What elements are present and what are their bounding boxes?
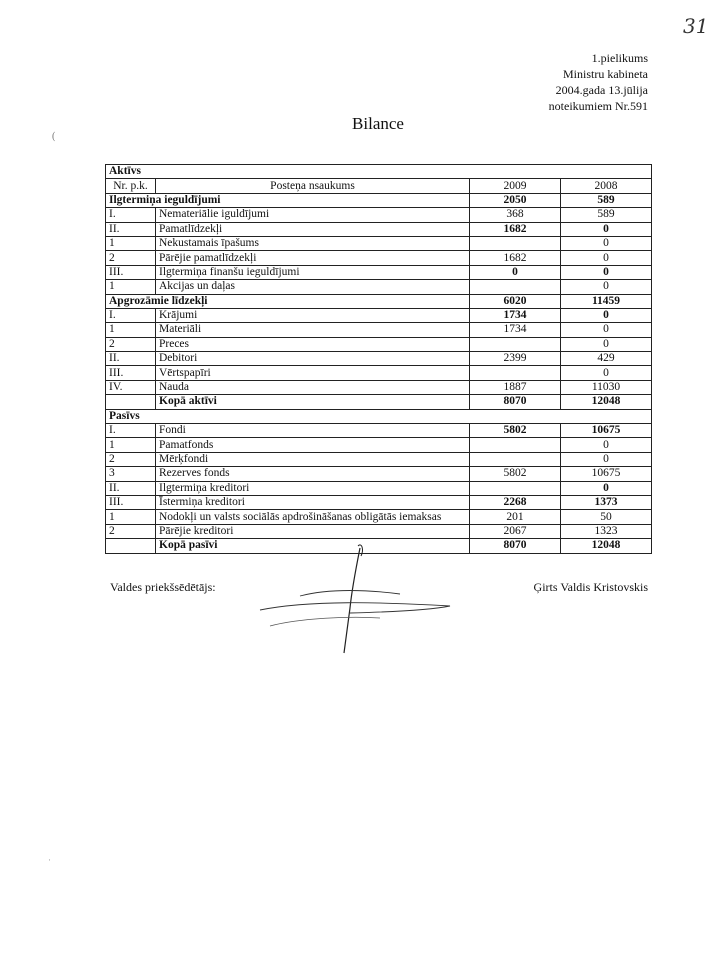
item-name: Fondi: [156, 424, 470, 438]
row-number: [106, 395, 156, 409]
item-name: Preces: [156, 337, 470, 351]
row-number: 1: [106, 510, 156, 524]
item-name: Nekustamais īpašums: [156, 236, 470, 250]
row-number: [106, 539, 156, 553]
value-2008: 11030: [561, 380, 652, 394]
value-2008: 0: [561, 251, 652, 265]
col-header-name: Posteņa nsaukums: [156, 179, 470, 193]
signer-name: Ģirts Valdis Kristovskis: [533, 580, 648, 594]
annex-line-3: 2004.gada 13.jūlija: [555, 83, 648, 97]
value-2009: 2067: [470, 524, 561, 538]
item-name: Nauda: [156, 380, 470, 394]
value-2009: [470, 337, 561, 351]
row-number: 2: [106, 337, 156, 351]
col-header-2009: 2009: [470, 179, 561, 193]
row-number: 2: [106, 524, 156, 538]
value-2009: 1682: [470, 222, 561, 236]
value-2008: 0: [561, 438, 652, 452]
aktivs-row: [106, 222, 652, 236]
value-2009: [470, 280, 561, 294]
item-name: Debitori: [156, 352, 470, 366]
pasivs-row: [106, 524, 652, 538]
value-2008: 1373: [561, 495, 652, 509]
item-name: Rezerves fonds: [156, 467, 470, 481]
value-2009: 5802: [470, 424, 561, 438]
aktivs-label: Aktīvs: [106, 165, 652, 179]
margin-mark: (: [52, 131, 56, 142]
group-label: Apgrozāmie līdzekļi: [106, 294, 470, 308]
value-2008: 12048: [561, 539, 652, 553]
item-name: Materiāli: [156, 323, 470, 337]
row-number: 3: [106, 467, 156, 481]
value-2008: 10675: [561, 424, 652, 438]
aktivs-section-header: [106, 165, 652, 179]
item-name: Pārējie kreditori: [156, 524, 470, 538]
row-number: III.: [106, 265, 156, 279]
item-name: Krājumi: [156, 308, 470, 322]
handwritten-signature: [240, 538, 460, 658]
value-2009: [470, 366, 561, 380]
value-2009: [470, 452, 561, 466]
row-number: III.: [106, 366, 156, 380]
aktivs-row: [106, 323, 652, 337]
value-2009: 8070: [470, 395, 561, 409]
balance-sheet-table: [105, 164, 652, 554]
document-title: Bilance: [352, 114, 404, 133]
row-number: IV.: [106, 380, 156, 394]
pasivs-row: [106, 481, 652, 495]
page-number-handwritten: 31: [683, 14, 709, 38]
item-name: Nodokļi un valsts sociālās apdrošināšanas obligātās iemaksas: [156, 510, 470, 524]
row-number: I.: [106, 308, 156, 322]
signature-label: Valdes priekšsēdētājs:: [110, 580, 216, 594]
item-name: Īstermiņa kreditori: [156, 495, 470, 509]
aktivs-row: [106, 395, 652, 409]
value-2008: 1323: [561, 524, 652, 538]
value-2008: 0: [561, 222, 652, 236]
pasivs-section-header: [106, 409, 652, 423]
value-2009: 2399: [470, 352, 561, 366]
aktivs-row: [106, 337, 652, 351]
aktivs-row: [106, 265, 652, 279]
value-2008: 0: [561, 366, 652, 380]
group-label: Ilgtermiņa ieguldījumi: [106, 193, 470, 207]
item-name: Ilgtermiņa kreditori: [156, 481, 470, 495]
value-2009: 6020: [470, 294, 561, 308]
row-number: III.: [106, 495, 156, 509]
aktivs-row: [106, 236, 652, 250]
aktivs-row: [106, 251, 652, 265]
pasivs-row: [106, 467, 652, 481]
value-2009: 1734: [470, 323, 561, 337]
value-2008: 12048: [561, 395, 652, 409]
col-header-2008: 2008: [561, 179, 652, 193]
item-name: Mērķfondi: [156, 452, 470, 466]
aktivs-row: [106, 280, 652, 294]
value-2009: [470, 481, 561, 495]
value-2008: 10675: [561, 467, 652, 481]
item-name: Nemateriālie iguldījumi: [156, 208, 470, 222]
value-2009: 1734: [470, 308, 561, 322]
value-2008: 0: [561, 481, 652, 495]
row-number: 1: [106, 236, 156, 250]
item-name: Kopā aktīvi: [156, 395, 470, 409]
value-2009: 2050: [470, 193, 561, 207]
row-number: I.: [106, 208, 156, 222]
row-number: 1: [106, 280, 156, 294]
col-header-nr: Nr. p.k.: [106, 179, 156, 193]
annex-line-1: 1.pielikums: [591, 51, 648, 65]
value-2009: 201: [470, 510, 561, 524]
row-number: 1: [106, 323, 156, 337]
item-name: Pamatlīdzekļi: [156, 222, 470, 236]
aktivs-row: [106, 193, 652, 207]
item-name: Akcijas un daļas: [156, 280, 470, 294]
pasivs-row: [106, 452, 652, 466]
value-2008: 11459: [561, 294, 652, 308]
value-2009: 0: [470, 265, 561, 279]
value-2008: 0: [561, 308, 652, 322]
value-2009: 8070: [470, 539, 561, 553]
pasivs-label: Pasīvs: [106, 409, 652, 423]
item-name: Pamatfonds: [156, 438, 470, 452]
value-2008: 0: [561, 280, 652, 294]
row-number: 2: [106, 452, 156, 466]
value-2009: 2268: [470, 495, 561, 509]
aktivs-row: [106, 380, 652, 394]
value-2008: 589: [561, 193, 652, 207]
row-number: I.: [106, 424, 156, 438]
pasivs-row: [106, 495, 652, 509]
value-2008: 0: [561, 265, 652, 279]
value-2008: 0: [561, 236, 652, 250]
annex-line-2: Ministru kabineta: [563, 67, 648, 81]
annex-line-4: noteikumiem Nr.591: [548, 99, 648, 113]
value-2009: 5802: [470, 467, 561, 481]
row-number: II.: [106, 481, 156, 495]
value-2008: 429: [561, 352, 652, 366]
pasivs-row: [106, 438, 652, 452]
row-number: II.: [106, 222, 156, 236]
value-2009: 1887: [470, 380, 561, 394]
aktivs-row: [106, 352, 652, 366]
value-2008: 50: [561, 510, 652, 524]
aktivs-row: [106, 208, 652, 222]
item-name: Kopā pasīvi: [156, 539, 470, 553]
value-2008: 0: [561, 323, 652, 337]
value-2009: [470, 236, 561, 250]
margin-dot: ·: [48, 855, 51, 865]
row-number: 2: [106, 251, 156, 265]
row-number: 1: [106, 438, 156, 452]
column-header-row: [106, 179, 652, 193]
value-2009: 368: [470, 208, 561, 222]
value-2008: 0: [561, 452, 652, 466]
aktivs-row: [106, 308, 652, 322]
value-2008: 0: [561, 337, 652, 351]
item-name: Ilgtermiņa finanšu ieguldījumi: [156, 265, 470, 279]
item-name: Pārējie pamatlīdzekļi: [156, 251, 470, 265]
aktivs-row: [106, 294, 652, 308]
pasivs-row: [106, 424, 652, 438]
row-number: II.: [106, 352, 156, 366]
value-2009: [470, 438, 561, 452]
pasivs-row: [106, 510, 652, 524]
aktivs-row: [106, 366, 652, 380]
annex-header: [549, 50, 648, 114]
value-2008: 589: [561, 208, 652, 222]
value-2009: 1682: [470, 251, 561, 265]
item-name: Vērtspapīri: [156, 366, 470, 380]
